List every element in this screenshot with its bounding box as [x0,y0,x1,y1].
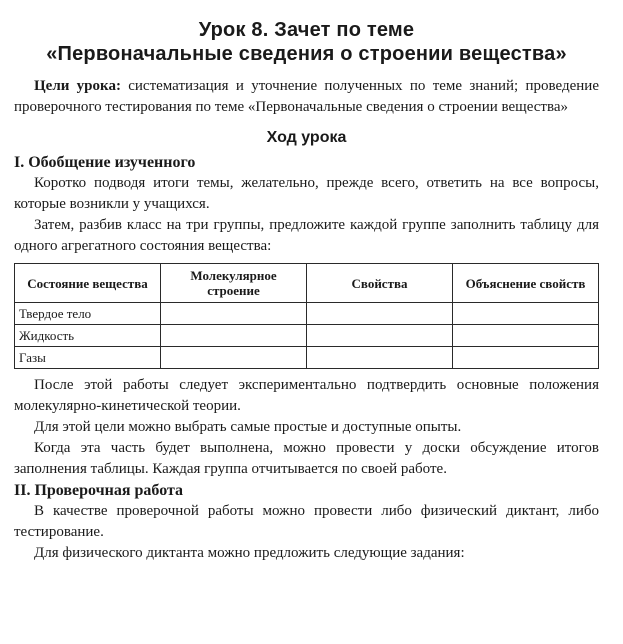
table-header-cell: Молекулярное строение [161,264,307,303]
table-cell-empty [161,347,307,369]
table-row [15,325,599,347]
section1-paragraph-1: Коротко подводя итоги темы, желательно, прежде всего, ответить на все вопросы, которые возникли у учащихся. [14,175,599,212]
table-header-row [15,264,599,303]
table-row [15,347,599,369]
table-cell-empty [307,303,453,325]
after-table-paragraph-1: После этой работы следует экспериментально подтвердить основные положения молекулярно-кинетической теории. [14,377,599,414]
section2-paragraph-1: В качестве проверочной работы можно провести либо физический диктант, либо тестирование. [14,503,599,540]
lesson-topic: «Первоначальные сведения о строении вещества» [46,43,567,65]
table-cell-empty [453,303,599,325]
lesson-goals [14,76,599,118]
table-cell-empty [161,325,307,347]
goals-label: Цели урока: [34,78,121,94]
lesson-course-heading: Ход урока [266,129,347,146]
section2-paragraph-2: Для физического диктанта можно предложить следующие задания: [34,545,465,561]
section1-heading: I. Обобщение изученного [14,154,196,171]
table-header-cell: Свойства [307,264,453,303]
table-cell-empty [453,347,599,369]
section1-paragraph-2: Затем, разбив класс на три группы, предложите каждой группе заполнить таблицу для одного агрегатного состояния вещества: [14,217,599,254]
goals-text: систематизация и уточнение полученных по теме знаний; проведение проверочного тестирования по теме «Первоначальные сведения о строении вещества» [14,78,599,115]
table-row-label: Твердое тело [15,303,161,325]
table-cell-empty [453,325,599,347]
lesson-title: Урок 8. Зачет по теме [198,19,415,41]
states-table [14,263,599,369]
table-header-cell: Объяснение свойств [453,264,599,303]
table-header-cell: Состояние вещества [15,264,161,303]
table-cell-empty [307,347,453,369]
table-cell-empty [307,325,453,347]
table-row [15,303,599,325]
after-table-paragraph-3: Когда эта часть будет выполнена, можно провести у доски обсуждение итогов заполнения таблицы. Каждая группа отчитывается по своей работе. [14,440,599,477]
after-table-paragraph-2: Для этой цели можно выбрать самые простые и доступные опыты. [34,419,462,435]
section2-heading: II. Проверочная работа [14,482,184,499]
table-row-label: Газы [15,347,161,369]
table-row-label: Жидкость [15,325,161,347]
table-cell-empty [161,303,307,325]
